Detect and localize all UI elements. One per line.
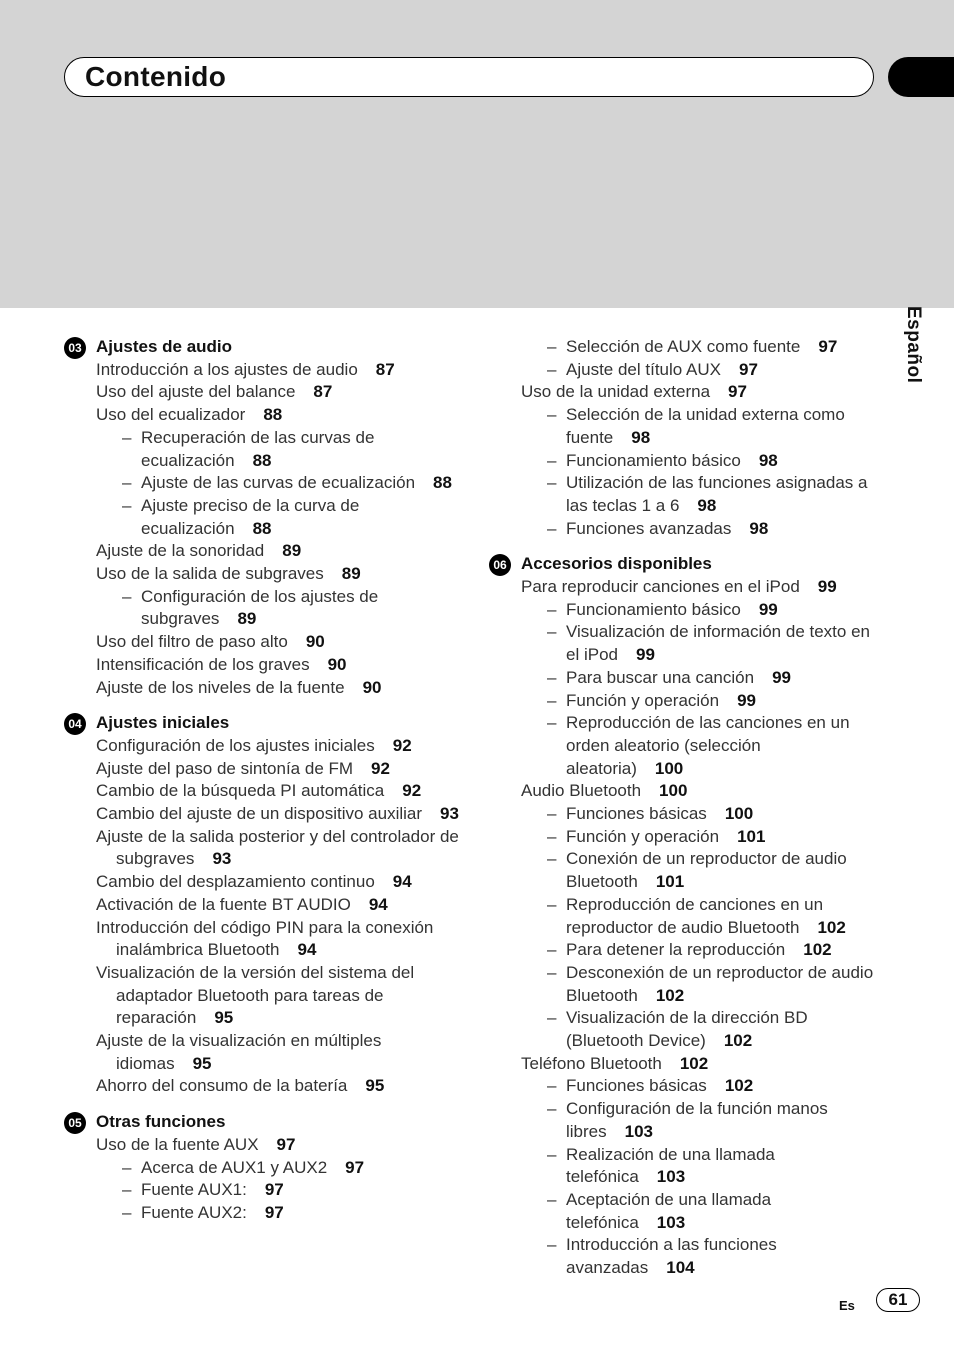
toc-dash: – (547, 1099, 557, 1119)
toc-entry-text: Activación de la fuente BT AUDIO (96, 894, 351, 914)
toc-entry-page: 99 (737, 690, 757, 710)
toc-section (489, 553, 879, 1279)
toc-dash: – (547, 1008, 557, 1028)
toc-entry[interactable] (489, 803, 879, 826)
toc-entry-text: Configuración de los ajustes iniciales (96, 735, 375, 755)
toc-dash: – (547, 1076, 557, 1096)
toc-entry-text: Ajuste del paso de sintonía de FM (96, 758, 354, 778)
section-number-badge: 04 (64, 713, 86, 735)
toc-entry-page: 103 (656, 1212, 686, 1232)
toc-entry[interactable] (64, 495, 464, 540)
toc-entry[interactable] (489, 621, 879, 666)
toc-entry[interactable] (64, 1157, 464, 1180)
toc-left-column (64, 336, 464, 1238)
toc-entry[interactable] (64, 677, 464, 700)
toc-entry-text: Cambio del desplazamiento continuo (96, 872, 375, 892)
language-tab-marker (888, 282, 954, 299)
toc-entry-text: Uso de la salida de subgraves (96, 564, 324, 584)
toc-entry-text: Acerca de AUX1 y AUX2 (141, 1157, 328, 1177)
toc-entry[interactable] (64, 427, 464, 472)
toc-entry[interactable] (489, 690, 879, 713)
toc-entry-text: Ajuste del título AUX (566, 359, 721, 379)
toc-entry-page: 95 (214, 1008, 234, 1028)
toc-dash: – (547, 337, 557, 356)
toc-entry[interactable] (64, 472, 464, 495)
toc-entry-page: 88 (433, 473, 452, 493)
section-title: Accesorios disponibles (521, 554, 712, 574)
toc-entry-text: Visualización de la dirección BD (Bluetooth Device) (566, 1008, 808, 1051)
toc-entry[interactable] (489, 894, 879, 939)
toc-entry-page: 98 (749, 518, 769, 538)
toc-entry-text: Fuente AUX1: (141, 1180, 247, 1200)
page-title: Contenido (85, 61, 227, 92)
toc-entry-text: Ajuste preciso de la curva de ecualización (141, 495, 360, 538)
toc-entry-text: Visualización de la versión del sistema del adaptador Bluetooth para tareas de reparación (96, 962, 415, 1028)
toc-entry-text: Visualización de información de texto en el iPod (566, 622, 870, 665)
toc-dash: – (547, 667, 557, 687)
toc-entry-page: 102 (679, 1053, 709, 1073)
toc-entry-text: Configuración de los ajustes de subgraves (141, 586, 379, 629)
section-number-badge: 03 (64, 337, 86, 359)
toc-entry-text: Ajuste de las curvas de ecualización (141, 473, 416, 493)
toc-entry[interactable] (489, 962, 879, 1007)
toc-entry[interactable] (64, 563, 464, 586)
toc-dash: – (547, 962, 557, 982)
toc-entry-page: 99 (635, 645, 655, 665)
toc-dash: – (547, 518, 557, 538)
toc-entry-text: Uso del ecualizador (96, 405, 246, 425)
toc-entry[interactable] (489, 359, 879, 382)
toc-entry[interactable] (489, 1144, 879, 1189)
header-band (0, 0, 954, 308)
toc-entry-page: 98 (697, 495, 717, 515)
toc-entry-text: Selección de la unidad externa como fuente (566, 405, 845, 447)
toc-entry-page: 95 (192, 1053, 212, 1073)
toc-entry[interactable] (489, 1234, 879, 1279)
toc-dash: – (122, 427, 132, 447)
toc-entry-text: Ahorro del consumo de la batería (96, 1076, 348, 1096)
toc-dash: – (547, 1144, 557, 1164)
toc-entry-text: Desconexión de un reproductor de audio Bluetooth (566, 962, 874, 1005)
section-number-badge: 06 (489, 554, 511, 576)
toc-entry-text: Funcionamiento básico (566, 599, 741, 619)
toc-right-column (489, 336, 879, 1293)
toc-entry-text: Cambio de la búsqueda PI automática (96, 781, 385, 801)
section-number-badge: 05 (64, 1112, 86, 1134)
toc-entry[interactable] (64, 654, 464, 677)
toc-entry-page: 94 (297, 940, 317, 960)
toc-entry-text: Recuperación de las curvas de ecualización (141, 427, 375, 470)
toc-entry-page: 103 (656, 1167, 686, 1187)
toc-dash: – (122, 1202, 132, 1222)
toc-dash: – (122, 1180, 132, 1200)
toc-entry-text: Uso del ajuste del balance (96, 382, 296, 402)
toc-entry[interactable] (64, 917, 464, 962)
section-title: Ajustes iniciales (96, 713, 230, 733)
toc-entry-page: 97 (264, 1202, 284, 1222)
toc-entry[interactable] (489, 712, 879, 780)
toc-entry[interactable] (489, 939, 879, 962)
toc-dash: – (547, 849, 557, 869)
title-frame (64, 57, 874, 97)
toc-entry-text: Uso de la fuente AUX (96, 1134, 259, 1154)
toc-entry[interactable] (489, 450, 879, 473)
toc-entry-text: Selección de AUX como fuente (566, 337, 801, 356)
toc-entry-text: Configuración de la función manos libres (566, 1099, 828, 1141)
page-number: 61 (876, 1288, 920, 1312)
toc-entry-text: Fuente AUX2: (141, 1202, 247, 1222)
toc-entry[interactable] (489, 336, 879, 359)
toc-dash: – (122, 473, 132, 493)
toc-entry[interactable] (64, 359, 464, 382)
toc-entry-page: 103 (624, 1121, 653, 1141)
toc-entry[interactable] (489, 599, 879, 622)
toc-entry-text: Reproducción de canciones en un reproductor de audio Bluetooth (566, 894, 824, 937)
toc-entry-text: Intensificación de los graves (96, 654, 310, 674)
toc-dash: – (547, 473, 557, 493)
toc-dash: – (547, 405, 557, 425)
toc-entry-page: 99 (772, 667, 791, 687)
toc-dash: – (547, 690, 557, 710)
toc-entry-page: 102 (655, 985, 685, 1005)
toc-section-continuation (489, 336, 879, 540)
toc-entry-page: 99 (817, 577, 837, 597)
toc-dash: – (547, 450, 557, 470)
toc-entry-page: 101 (737, 826, 766, 846)
toc-entry-page: 92 (371, 758, 390, 778)
toc-entry-page: 87 (375, 359, 395, 379)
toc-entry-page: 94 (392, 872, 412, 892)
toc-entry-page: 100 (654, 758, 684, 778)
toc-section (64, 712, 464, 1098)
toc-entry-text: Función y operación (566, 826, 720, 846)
toc-entry[interactable] (489, 381, 879, 404)
toc-entry[interactable] (64, 1134, 464, 1157)
toc-entry-page: 100 (724, 804, 754, 824)
toc-entry-text: Ajuste de la salida posterior y del controlador de subgraves (96, 826, 459, 869)
toc-entry-text: Teléfono Bluetooth (521, 1053, 662, 1073)
toc-entry-text: Función y operación (566, 690, 720, 710)
toc-entry[interactable] (64, 962, 464, 1030)
toc-entry-page: 100 (659, 781, 688, 801)
toc-entry[interactable] (64, 735, 464, 758)
toc-entry[interactable] (489, 576, 879, 599)
section-heading[interactable] (64, 712, 464, 735)
toc-entry-page: 98 (758, 450, 778, 470)
section-title: Otras funciones (96, 1112, 226, 1132)
toc-entry-text: Funciones avanzadas (566, 518, 732, 538)
toc-entry-page: 101 (655, 872, 685, 892)
toc-entry-text: Utilización de las funciones asignadas a las teclas 1 a 6 (566, 473, 868, 515)
section-tab-marker (888, 57, 954, 97)
toc-entry[interactable] (64, 826, 464, 871)
toc-section (64, 336, 464, 699)
toc-entry-page: 97 (276, 1134, 296, 1154)
toc-entry-text: Funciones básicas (566, 1076, 707, 1096)
toc-section (64, 1111, 464, 1225)
toc-entry[interactable] (64, 631, 464, 654)
toc-entry[interactable] (64, 803, 464, 826)
toc-entry-text: Uso del filtro de paso alto (96, 632, 288, 652)
section-heading[interactable] (64, 1111, 464, 1134)
language-code: Es (839, 1298, 855, 1313)
toc-entry[interactable] (64, 1202, 464, 1225)
toc-entry-page: 97 (728, 382, 747, 402)
toc-entry-text: Ajuste de la visualización en múltiples idiomas (96, 1031, 382, 1073)
toc-entry-text: Aceptación de una llamada telefónica (566, 1190, 772, 1232)
toc-entry-page: 88 (263, 405, 283, 425)
toc-entry-page: 94 (368, 894, 388, 914)
toc-entry-text: Audio Bluetooth (521, 781, 642, 801)
toc-dash: – (122, 586, 132, 606)
toc-entry-page: 93 (440, 804, 459, 824)
toc-entry[interactable] (64, 586, 464, 631)
toc-entry[interactable] (489, 1007, 879, 1052)
toc-entry-page: 88 (252, 518, 272, 538)
toc-entry[interactable] (64, 381, 464, 404)
toc-entry[interactable] (64, 894, 464, 917)
toc-dash: – (547, 826, 557, 846)
toc-entry[interactable] (64, 871, 464, 894)
toc-entry-page: 102 (724, 1076, 754, 1096)
toc-entry[interactable] (64, 1030, 464, 1075)
toc-entry-page: 90 (362, 677, 382, 697)
toc-entry-text: Ajuste de los niveles de la fuente (96, 677, 345, 697)
toc-entry-page: 89 (237, 609, 257, 629)
toc-dash: – (547, 894, 557, 914)
toc-dash: – (122, 495, 132, 515)
toc-entry[interactable] (64, 1075, 464, 1098)
toc-entry-page: 93 (212, 849, 232, 869)
toc-entry[interactable] (489, 518, 879, 541)
toc-dash: – (547, 359, 557, 379)
section-heading[interactable] (489, 553, 879, 576)
toc-entry-text: Conexión de un reproductor de audio Bluetooth (566, 849, 847, 892)
toc-entry-text: Para reproducir canciones en el iPod (521, 577, 800, 597)
toc-entry[interactable] (489, 780, 879, 803)
toc-entry[interactable] (489, 1098, 879, 1143)
toc-entry-page: 97 (345, 1157, 365, 1177)
toc-entry[interactable] (64, 1179, 464, 1202)
toc-entry[interactable] (489, 667, 879, 690)
toc-dash: – (547, 713, 557, 733)
toc-dash: – (547, 940, 557, 960)
toc-entry-text: Uso de la unidad externa (521, 382, 711, 402)
toc-entry-page: 102 (723, 1031, 753, 1051)
toc-entry-page: 87 (313, 382, 333, 402)
toc-entry[interactable] (489, 1075, 879, 1098)
toc-entry-page: 97 (818, 337, 838, 356)
toc-entry-page: 89 (341, 564, 361, 584)
toc-entry-text: Funcionamiento básico (566, 450, 741, 470)
toc-entry-text: Cambio del ajuste de un dispositivo auxiliar (96, 804, 423, 824)
toc-entry-text: Introducción del código PIN para la conexión inalámbrica Bluetooth (96, 917, 434, 960)
toc-entry-page: 97 (738, 359, 758, 379)
toc-entry-text: Introducción a las funciones avanzadas (566, 1235, 777, 1278)
toc-entry-page: 92 (402, 781, 422, 801)
toc-entry-text: Ajuste de la sonoridad (96, 541, 265, 561)
toc-dash: – (547, 1235, 557, 1255)
toc-entry-text: Para buscar una canción (566, 667, 755, 687)
toc-entry-page: 97 (264, 1180, 284, 1200)
toc-entry-text: Realización de una llamada telefónica (566, 1144, 775, 1187)
toc-entry-text: Introducción a los ajustes de audio (96, 359, 358, 379)
toc-entry[interactable] (64, 540, 464, 563)
toc-entry-page: 99 (758, 599, 778, 619)
toc-entry-text: Para detener la reproducción (566, 940, 786, 960)
toc-dash: – (547, 804, 557, 824)
toc-entry-text: Reproducción de las canciones en un orden aleatorio (selección aleatoria) (566, 713, 850, 778)
toc-entry[interactable] (64, 404, 464, 427)
toc-entry-page: 102 (803, 940, 832, 960)
toc-dash: – (547, 599, 557, 619)
toc-entry-page: 90 (305, 632, 325, 652)
toc-entry[interactable] (64, 758, 464, 781)
toc-entry-page: 98 (631, 427, 651, 447)
toc-entry[interactable] (489, 472, 879, 517)
toc-entry-page: 95 (365, 1076, 385, 1096)
toc-dash: – (547, 622, 557, 642)
toc-entry[interactable] (489, 1189, 879, 1234)
toc-entry-page: 102 (817, 917, 846, 937)
toc-entry[interactable] (64, 780, 464, 803)
toc-entry[interactable] (489, 1053, 879, 1076)
toc-entry-page: 88 (252, 450, 272, 470)
language-tab: Español (903, 306, 924, 384)
section-heading[interactable] (64, 336, 464, 359)
toc-entry[interactable] (489, 404, 879, 449)
toc-entry-page: 89 (282, 541, 302, 561)
toc-entry[interactable] (489, 848, 879, 893)
toc-entry-page: 104 (666, 1258, 695, 1278)
toc-entry-page: 90 (327, 654, 347, 674)
toc-entry-page: 92 (392, 735, 412, 755)
toc-entry[interactable] (489, 826, 879, 849)
toc-dash: – (122, 1157, 132, 1177)
section-title: Ajustes de audio (96, 337, 233, 356)
toc-entry-text: Funciones básicas (566, 804, 707, 824)
toc-dash: – (547, 1190, 557, 1209)
